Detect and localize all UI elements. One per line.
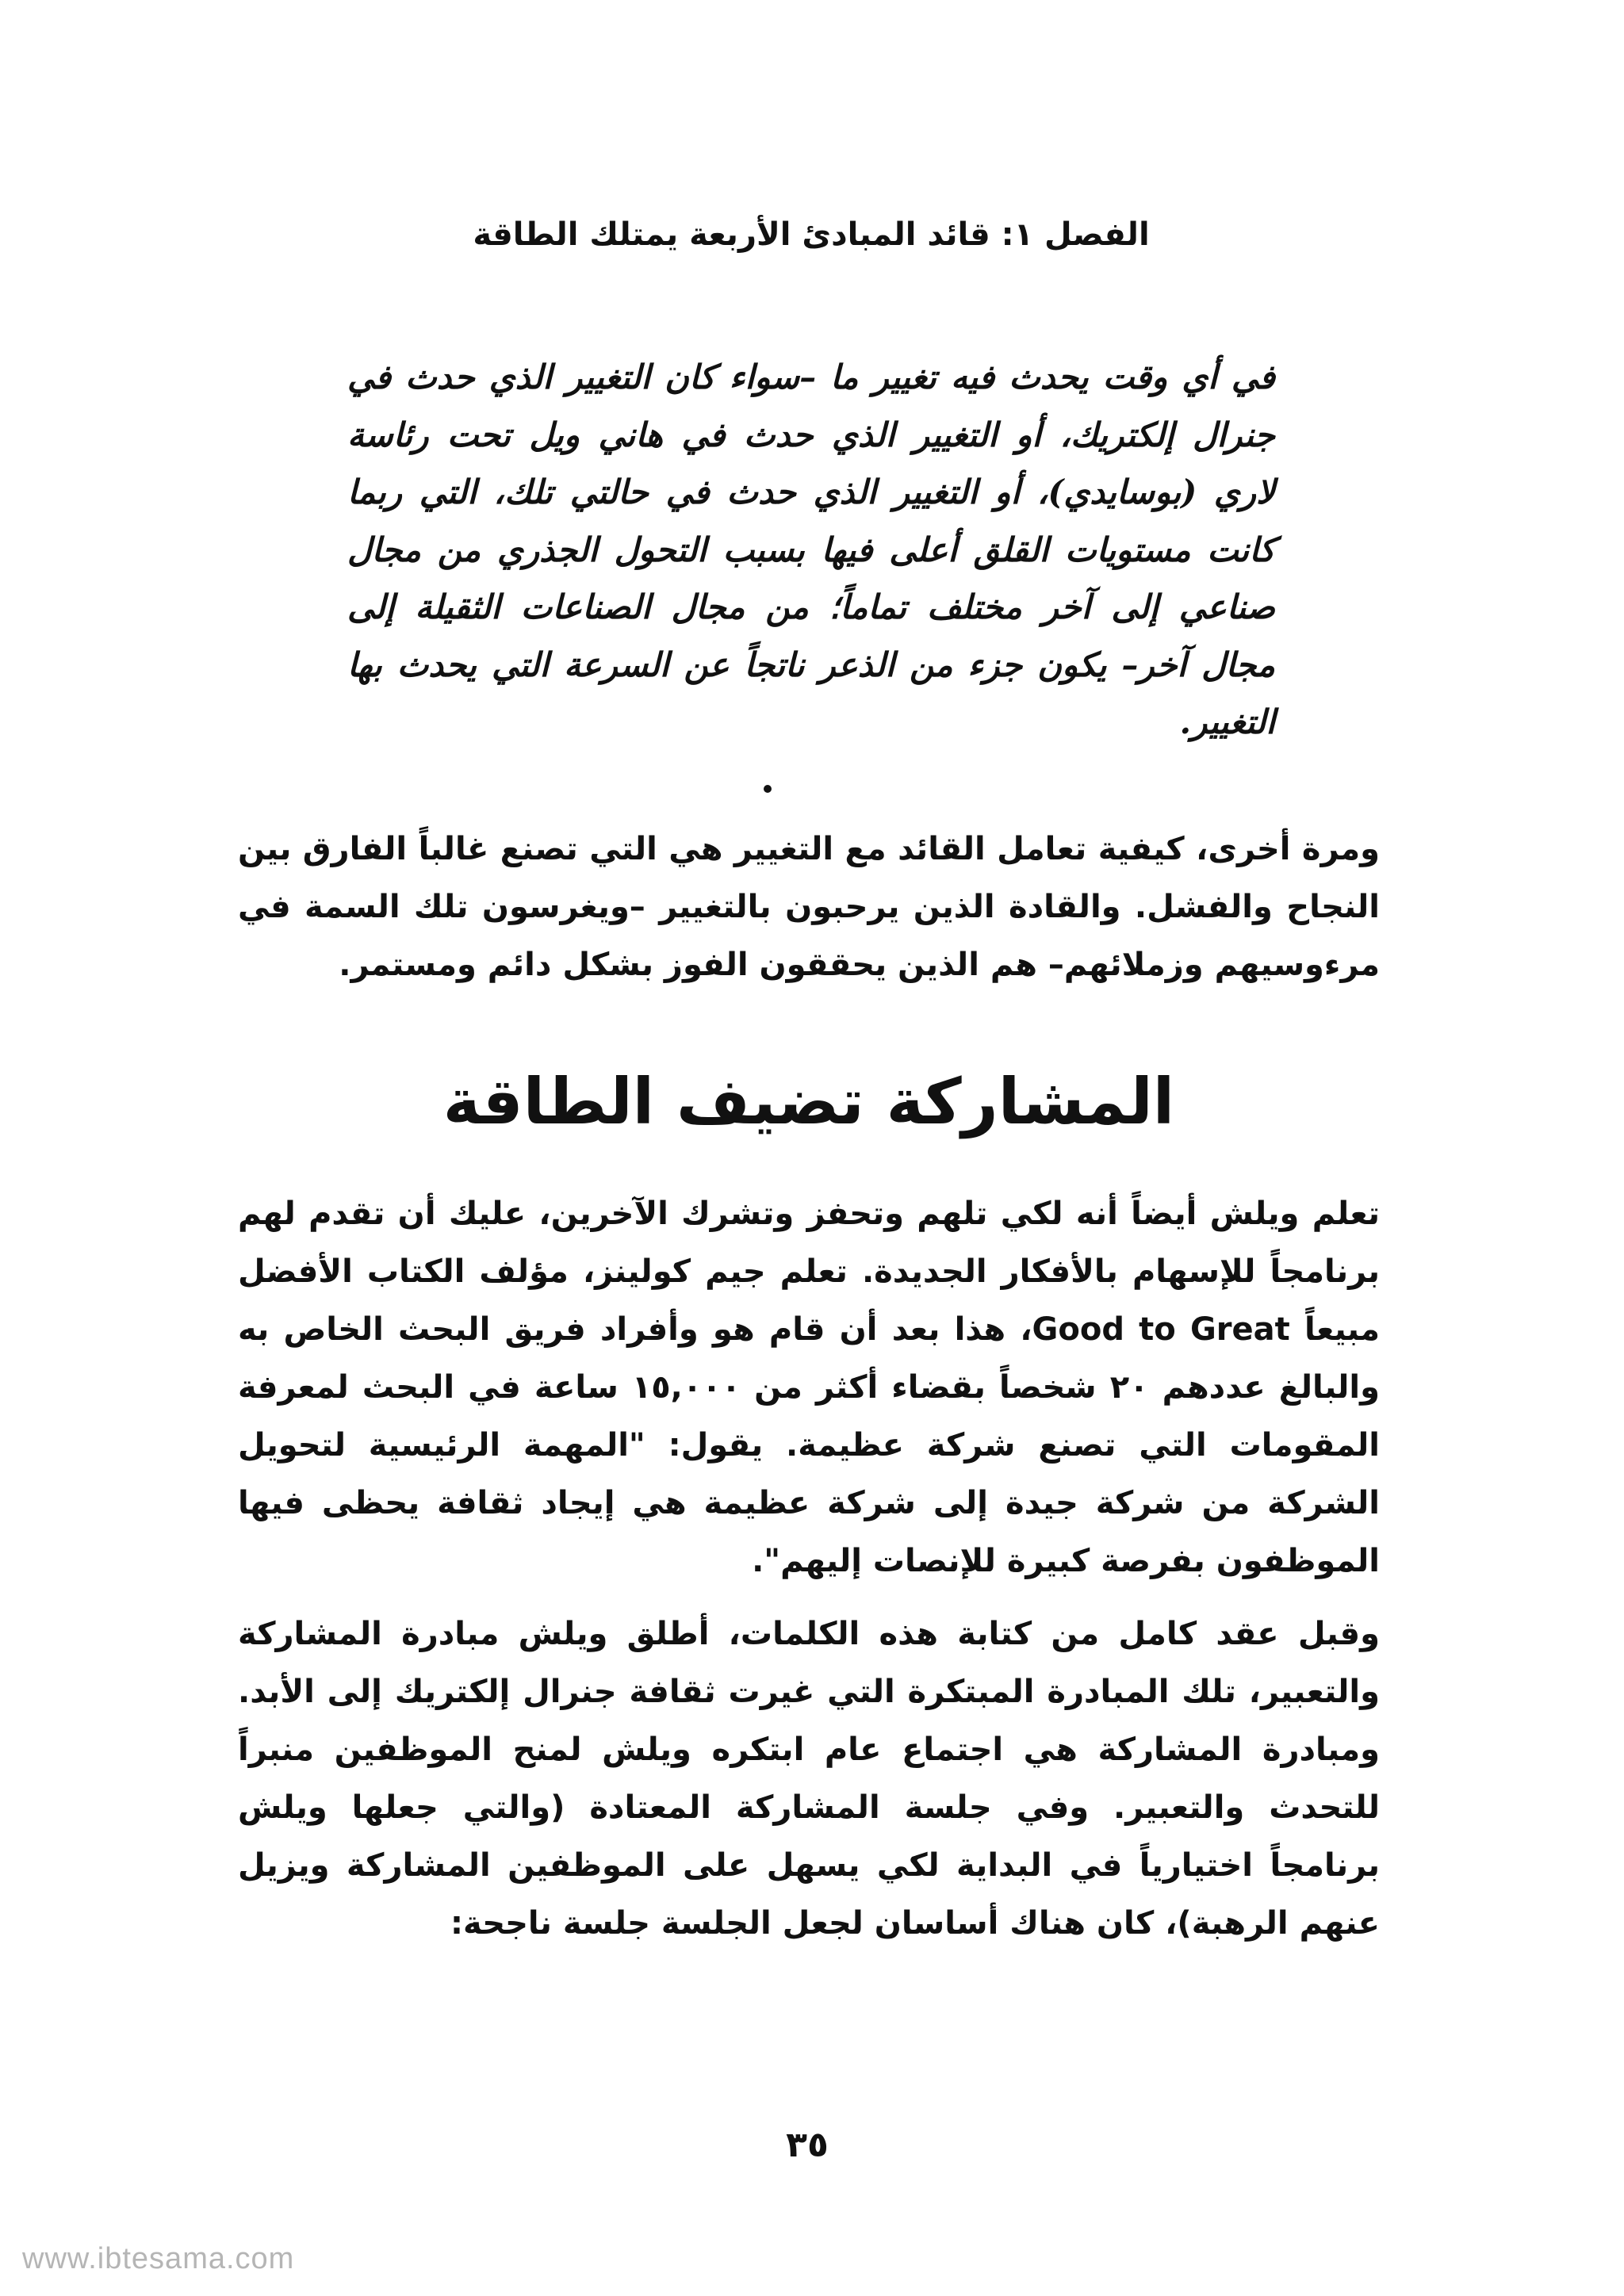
site-watermark: www.ibtesama.com xyxy=(22,2242,295,2275)
section-heading: المشاركة تضيف الطاقة xyxy=(442,1065,1175,1138)
body-paragraph-3: وقبل عقد كامل من كتابة هذه الكلمات، أطلق ويلش مبادرة المشاركة والتعبير، تلك المبادرة المبتكرة التي غيرت ثقافة جنرال إلكتريك إلى الأبد. ومبادرة المشاركة هي اجتماع عام ابتكره ويلش لمنح الموظفين منبراً للتحدث والتعبير. وفي جلسة المشاركة المعتادة (والتي جعلها ويلش برنامجاً اختيارياً في البداية لكي يسهل على الموظفين المشاركة ويزيل عنهم الرهبة)، كان هناك أساسان لجعل الجلسة جلسة ناجحة: xyxy=(238,1616,1380,1942)
body-paragraph-2: تعلم ويلش أيضاً أنه لكي تلهم وتحفز وتشرك الآخرين، عليك أن تقدم لهم برنامجاً للإسهام بالأفكار الجديدة. تعلم جيم كولينز، مؤلف الكتاب الأفضل مبيعاً Good to Great، هذا بعد أن قام هو وأفراد فريق البحث الخاص به والبالغ عددهم ٢٠ شخصاً بقضاء أكثر من ١٥,٠٠٠ ساعة في البحث لمعرفة المقومات التي تصنع شركة عظيمة. يقول: "المهمة الرئيسية لتحويل الشركة من شركة جيدة إلى شركة عظيمة هي إيجاد ثقافة يحظى فيها الموظفون بفرصة كبيرة للإنصات إليهم". xyxy=(238,1196,1380,1579)
body-paragraph-1: ومرة أخرى، كيفية تعامل القائد مع التغيير هي التي تصنع غالباً الفارق بين النجاح والفشل. والقادة الذين يرحبون بالتغيير –ويغرسون تلك السمة في مرءوسيهم وزملائهم– هم الذين يحققون الفوز بشكل دائم ومستمر. xyxy=(238,831,1380,983)
chapter-header: الفصل ١: قائد المبادئ الأربعة يمتلك الطاقة xyxy=(473,216,1150,253)
page-number: ٣٥ xyxy=(786,2125,829,2165)
quote-end-dot xyxy=(764,785,772,793)
block-quote: في أي وقت يحدث فيه تغيير ما –سواء كان التغيير الذي حدث في جنرال إلكتريك، أو التغيير الذي حدث في هاني ويل تحت رئاسة لاري (بوسايدي)، أو التغيير الذي حدث في حالتي تلك، التي ربما كانت مستويات القلق أعلى فيها بسبب التحول الجذري من مجال صناعي إلى آخر مختلف تماماً؛ من مجال الصناعات الثقيلة إلى مجال آخر– يكون جزء من الذعر ناتجاً عن السرعة التي يحدث بها التغيير. xyxy=(347,358,1275,741)
